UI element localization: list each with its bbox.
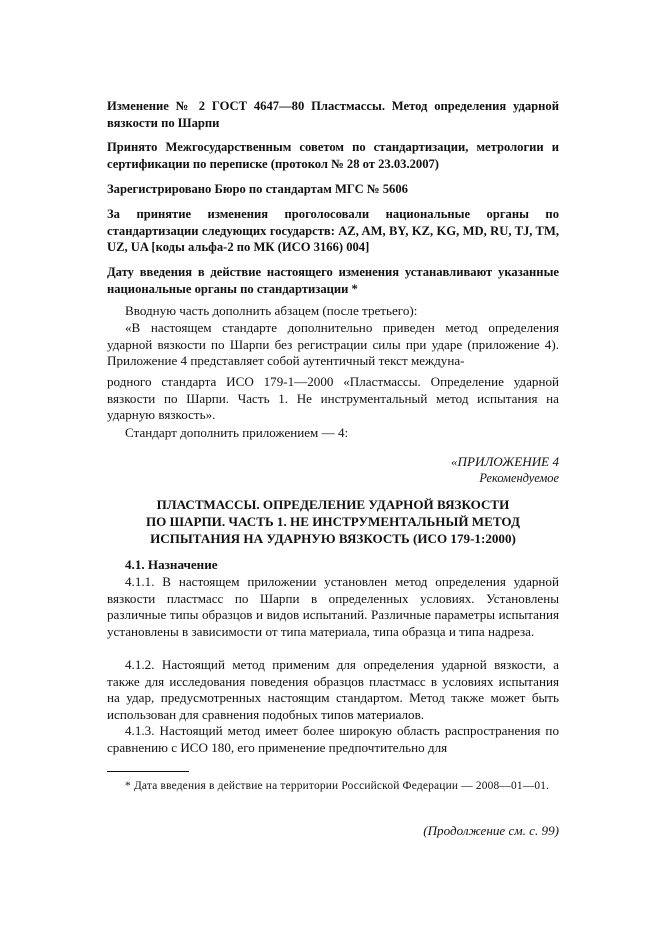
paragraph-4-1-3: 4.1.3. Настоящий метод имеет более широкую область распространения по сравнению с ИСО 180, его применение предпочтительно для: [107, 723, 559, 755]
intro-paragraph-1: Вводную часть дополнить абзацем (после третьего):: [125, 303, 418, 318]
footnote: * Дата введения в действие на территории Российской Федерации — 2008—01—01.: [125, 780, 550, 792]
paragraph-4-1-1: 4.1.1. В настоящем приложении установлен метод определения ударной вязкости пластмасс по Шарпи в определенных условиях. Установлены различные типы образцов и видов испытаний. Различные параметры испытания установлены в зависимости от типа материала, типа образца и типа надреза.: [107, 574, 559, 639]
continuation-note: (Продолжение см. с. 99): [423, 823, 559, 838]
appendix-title: [113, 497, 553, 547]
effective-date-text: Дату введения в действие настоящего изменения устанавливают указанные национальные органы по стандартизации *: [107, 265, 559, 296]
registration-text: Зарегистрировано Бюро по стандартам МГС № 5606: [107, 182, 408, 196]
appendix-label: «ПРИЛОЖЕНИЕ 4: [450, 454, 559, 469]
change-title: Изменение № 2 ГОСТ 4647—80 Пластмассы. Метод определения ударной вязкости по Шарпи: [107, 99, 559, 130]
footnote-divider: [107, 771, 189, 772]
appendix-title-line-2: ПО ШАРПИ. ЧАСТЬ 1. НЕ ИНСТРУМЕНТАЛЬНЫЙ МЕТОД: [146, 513, 520, 529]
voting-text: За принятие изменения проголосовали национальные органы по стандартизации следующих государств: AZ, AM, BY, KZ, KG, MD, RU, TJ, TM, UZ, UA [коды альфа-2 по МК (ИСО 3166) 004]: [107, 207, 559, 254]
appendix-title-line-1: ПЛАСТМАССЫ. ОПРЕДЕЛЕНИЕ УДАРНОЙ ВЯЗКОСТИ: [156, 497, 510, 512]
intro-paragraph-2a: «В настоящем стандарте дополнительно приведен метод определения ударной вязкости по Шарпи без регистрации силы при ударе (приложение 4). Приложение 4 представляет собой аутентичный текст междуна-: [107, 320, 559, 369]
appendix-title-line-3: ИСПЫТАНИЯ НА УДАРНУЮ ВЯЗКОСТЬ (ИСО 179-1:2000): [150, 530, 516, 546]
appendix-status: Рекомендуемое: [479, 471, 559, 485]
intro-paragraph-3: Стандарт дополнить приложением — 4:: [125, 425, 349, 440]
section-heading: 4.1. Назначение: [125, 557, 218, 572]
adopted-text: Принято Межгосударственным советом по стандартизации, метрологии и сертификации по переписке (протокол № 28 от 23.03.2007): [107, 140, 559, 171]
paragraph-4-1-2: 4.1.2. Настоящий метод применим для определения ударной вязкости, а также для исследования поведения образцов пластмасс в условиях испытания на удар, предусмотренных настоящим стандартом. Метод также может быть использован для сравнения подобных типов материалов.: [107, 657, 559, 722]
intro-paragraph-2b: родного стандарта ИСО 179-1—2000 «Пластмассы. Определение ударной вязкости по Шарпи. Часть 1. Не инструментальный метод испытания на ударную вязкость».: [107, 374, 559, 423]
